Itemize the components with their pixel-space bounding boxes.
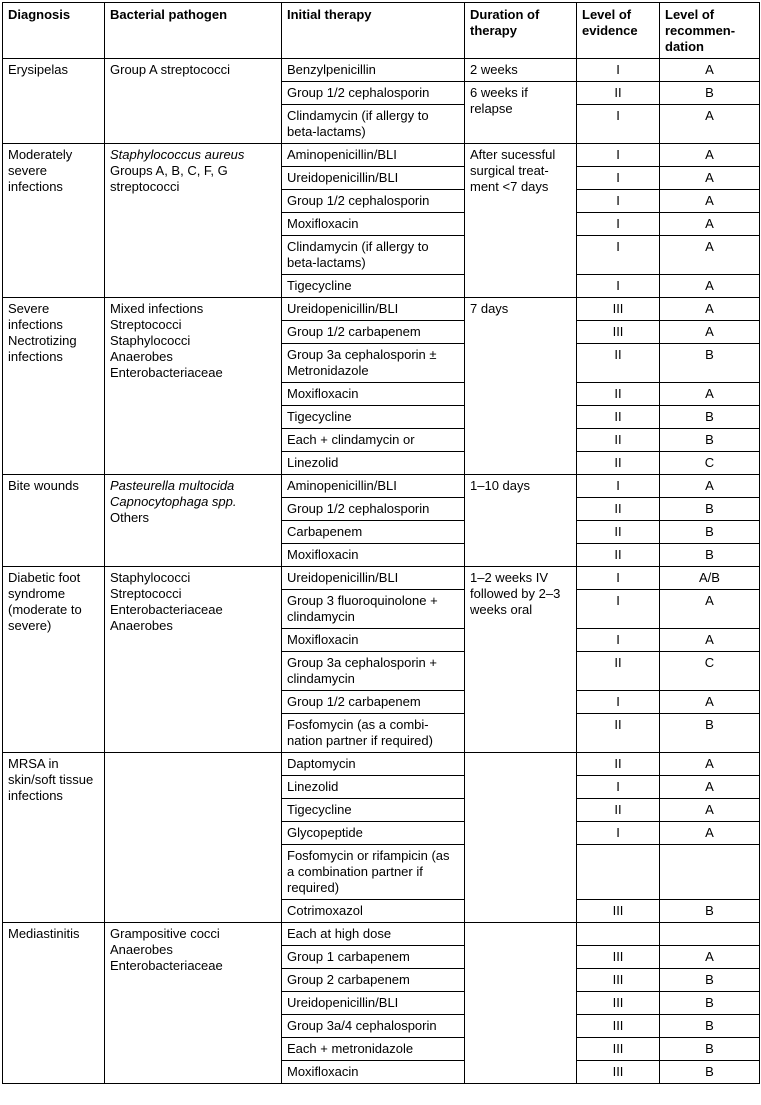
- recommendation-cell: A: [660, 799, 760, 822]
- pathogen-cell: [105, 567, 282, 753]
- evidence-cell: II: [577, 753, 660, 776]
- recommendation-cell: B: [660, 1015, 760, 1038]
- recommendation-cell: A: [660, 298, 760, 321]
- therapy-cell: Ureidopenicillin/BLI: [282, 298, 465, 321]
- duration-cell: 2 weeks: [465, 59, 577, 82]
- recommendation-cell: A: [660, 475, 760, 498]
- header-duration: Duration of therapy: [465, 3, 577, 59]
- recommendation-cell: A: [660, 167, 760, 190]
- therapy-cell: Group 3a/4 cephalosporin: [282, 1015, 465, 1038]
- recommendation-cell: B: [660, 521, 760, 544]
- table-row: [3, 923, 760, 946]
- therapy-table: [2, 2, 760, 1084]
- therapy-cell: Aminopenicillin/BLI: [282, 475, 465, 498]
- evidence-cell: I: [577, 105, 660, 144]
- pathogen-text: Anaerobes: [110, 349, 173, 364]
- header-pathogen: Bacterial pathogen: [105, 3, 282, 59]
- therapy-cell: Glycopeptide: [282, 822, 465, 845]
- recommendation-cell: A/B: [660, 567, 760, 590]
- diagnosis-text: Bite wounds: [8, 478, 79, 493]
- recommendation-cell: B: [660, 1061, 760, 1084]
- therapy-cell: Carbapenem: [282, 521, 465, 544]
- therapy-cell: Each + clindamycin or: [282, 429, 465, 452]
- therapy-cell: Moxifloxacin: [282, 383, 465, 406]
- therapy-cell: Group 1/2 carbapenem: [282, 691, 465, 714]
- pathogen-text: Staphylococci: [110, 570, 191, 585]
- pathogen-text: Enterobacteriaceae: [110, 365, 223, 380]
- pathogen-text: Groups A, B, C, F, G streptococci: [110, 163, 228, 194]
- evidence-cell: III: [577, 1015, 660, 1038]
- recommendation-cell: A: [660, 59, 760, 82]
- recommendation-cell: B: [660, 429, 760, 452]
- pathogen-text: Enterobacteriaceae: [110, 958, 223, 973]
- therapy-cell: Each + metronidazole: [282, 1038, 465, 1061]
- evidence-cell: III: [577, 1061, 660, 1084]
- evidence-cell: II: [577, 498, 660, 521]
- therapy-cell: Group 1/2 carbapenem: [282, 321, 465, 344]
- evidence-cell: II: [577, 799, 660, 822]
- evidence-cell: I: [577, 275, 660, 298]
- pathogen-text: Anaerobes: [110, 942, 173, 957]
- pathogen-text: Capnocytophaga spp.: [110, 494, 237, 509]
- pathogen-text: Staphylococcus aureus: [110, 147, 245, 162]
- evidence-cell: III: [577, 321, 660, 344]
- duration-cell: After sucessful surgical treat-ment <7 days: [465, 144, 577, 298]
- therapy-cell: Group 1/2 cephalosporin: [282, 190, 465, 213]
- recommendation-cell: A: [660, 321, 760, 344]
- recommendation-cell: B: [660, 992, 760, 1015]
- recommendation-cell: B: [660, 969, 760, 992]
- recommendation-cell: A: [660, 753, 760, 776]
- diagnosis-cell: [3, 298, 105, 475]
- header-row: [3, 3, 760, 59]
- header-evidence: Level of evidence: [577, 3, 660, 59]
- recommendation-cell: [660, 923, 760, 946]
- diagnosis-text: Moderately severe infections: [8, 147, 73, 194]
- therapy-cell: Fosfomycin (as a combi-nation partner if required): [282, 714, 465, 753]
- recommendation-cell: A: [660, 383, 760, 406]
- recommendation-cell: A: [660, 190, 760, 213]
- evidence-cell: [577, 923, 660, 946]
- evidence-cell: I: [577, 167, 660, 190]
- therapy-cell: Cotrimoxazol: [282, 900, 465, 923]
- header-diagnosis: Diagnosis: [3, 3, 105, 59]
- pathogen-text: Group A streptococci: [110, 62, 230, 77]
- diagnosis-text: Nectrotizing infections: [8, 333, 77, 364]
- pathogen-text: Anaerobes: [110, 618, 173, 633]
- recommendation-cell: B: [660, 1038, 760, 1061]
- evidence-cell: I: [577, 822, 660, 845]
- recommendation-cell: A: [660, 691, 760, 714]
- pathogen-text: Others: [110, 510, 150, 525]
- duration-cell: 6 weeks if relapse: [465, 82, 577, 144]
- evidence-cell: II: [577, 452, 660, 475]
- table-row: [3, 753, 760, 776]
- diagnosis-cell: [3, 475, 105, 567]
- evidence-cell: I: [577, 691, 660, 714]
- evidence-cell: I: [577, 567, 660, 590]
- evidence-cell: I: [577, 190, 660, 213]
- diagnosis-text: Severe infections: [8, 301, 63, 332]
- recommendation-cell: A: [660, 822, 760, 845]
- therapy-cell: Linezolid: [282, 776, 465, 799]
- table-row: [3, 59, 760, 82]
- therapy-cell: Aminopenicillin/BLI: [282, 144, 465, 167]
- pathogen-text: Streptococci: [110, 317, 182, 332]
- pathogen-cell: [105, 298, 282, 475]
- diagnosis-cell: [3, 144, 105, 298]
- recommendation-cell: C: [660, 652, 760, 691]
- therapy-cell: Moxifloxacin: [282, 544, 465, 567]
- pathogen-cell: [105, 475, 282, 567]
- evidence-cell: III: [577, 992, 660, 1015]
- pathogen-text: Pasteurella multocida: [110, 478, 235, 493]
- evidence-cell: III: [577, 298, 660, 321]
- evidence-cell: III: [577, 1038, 660, 1061]
- pathogen-text: Staphylococci: [110, 333, 191, 348]
- recommendation-cell: A: [660, 105, 760, 144]
- therapy-cell: Tigecycline: [282, 275, 465, 298]
- evidence-cell: I: [577, 590, 660, 629]
- recommendation-cell: A: [660, 946, 760, 969]
- recommendation-cell: [660, 845, 760, 900]
- evidence-cell: I: [577, 59, 660, 82]
- recommendation-cell: B: [660, 544, 760, 567]
- recommendation-cell: B: [660, 344, 760, 383]
- pathogen-text: Streptococci: [110, 586, 182, 601]
- therapy-cell: Each at high dose: [282, 923, 465, 946]
- pathogen-cell: [105, 923, 282, 1084]
- therapy-cell: Fosfomycin or rifampicin (as a combination partner if required): [282, 845, 465, 900]
- evidence-cell: III: [577, 900, 660, 923]
- evidence-cell: II: [577, 521, 660, 544]
- evidence-cell: I: [577, 213, 660, 236]
- evidence-cell: II: [577, 406, 660, 429]
- pathogen-text: Enterobacteriaceae: [110, 602, 223, 617]
- evidence-cell: I: [577, 236, 660, 275]
- diagnosis-text: MRSA in skin/soft tissue infections: [8, 756, 94, 803]
- diagnosis-text: Diabetic foot syndrome (moderate to severe): [8, 570, 82, 633]
- pathogen-text: Mixed infections: [110, 301, 204, 316]
- diagnosis-cell: [3, 59, 105, 144]
- table-row: [3, 144, 760, 167]
- evidence-cell: I: [577, 776, 660, 799]
- recommendation-cell: A: [660, 144, 760, 167]
- diagnosis-cell: [3, 567, 105, 753]
- therapy-cell: Group 1/2 cephalosporin: [282, 82, 465, 105]
- evidence-cell: I: [577, 629, 660, 652]
- duration-cell: 1–2 weeks IV followed by 2–3 weeks oral: [465, 567, 577, 753]
- diagnosis-cell: [3, 923, 105, 1084]
- diagnosis-text: Mediastinitis: [8, 926, 80, 941]
- diagnosis-text: Erysipelas: [8, 62, 68, 77]
- table-row: [3, 298, 760, 321]
- table-row: [3, 567, 760, 590]
- recommendation-cell: A: [660, 275, 760, 298]
- therapy-cell: Daptomycin: [282, 753, 465, 776]
- therapy-cell: Group 2 carbapenem: [282, 969, 465, 992]
- duration-cell: [465, 923, 577, 1084]
- evidence-cell: II: [577, 544, 660, 567]
- diagnosis-cell: [3, 753, 105, 923]
- evidence-cell: II: [577, 82, 660, 105]
- therapy-cell: Group 1 carbapenem: [282, 946, 465, 969]
- therapy-cell: Group 3a cephalosporin + clindamycin: [282, 652, 465, 691]
- therapy-cell: Moxifloxacin: [282, 629, 465, 652]
- recommendation-cell: A: [660, 236, 760, 275]
- therapy-cell: Ureidopenicillin/BLI: [282, 567, 465, 590]
- recommendation-cell: B: [660, 498, 760, 521]
- recommendation-cell: A: [660, 776, 760, 799]
- header-initial-therapy: Initial therapy: [282, 3, 465, 59]
- therapy-cell: Linezolid: [282, 452, 465, 475]
- therapy-cell: Group 3 fluoroquinolone + clindamycin: [282, 590, 465, 629]
- evidence-cell: [577, 845, 660, 900]
- therapy-cell: Moxifloxacin: [282, 213, 465, 236]
- therapy-cell: Tigecycline: [282, 799, 465, 822]
- evidence-cell: II: [577, 714, 660, 753]
- therapy-cell: Ureidopenicillin/BLI: [282, 167, 465, 190]
- evidence-cell: II: [577, 429, 660, 452]
- duration-cell: 1–10 days: [465, 475, 577, 567]
- recommendation-cell: B: [660, 82, 760, 105]
- table-row: [3, 475, 760, 498]
- recommendation-cell: B: [660, 406, 760, 429]
- therapy-cell: Group 3a cephalosporin ± Metronidazole: [282, 344, 465, 383]
- therapy-cell: Clindamycin (if allergy to beta-lactams): [282, 105, 465, 144]
- therapy-cell: Benzylpenicillin: [282, 59, 465, 82]
- therapy-cell: Clindamycin (if allergy to beta-lactams): [282, 236, 465, 275]
- evidence-cell: II: [577, 344, 660, 383]
- therapy-cell: Tigecycline: [282, 406, 465, 429]
- recommendation-cell: B: [660, 900, 760, 923]
- evidence-cell: II: [577, 652, 660, 691]
- recommendation-cell: A: [660, 213, 760, 236]
- pathogen-cell: [105, 59, 282, 144]
- evidence-cell: I: [577, 475, 660, 498]
- pathogen-text: Grampositive cocci: [110, 926, 220, 941]
- evidence-cell: I: [577, 144, 660, 167]
- evidence-cell: III: [577, 946, 660, 969]
- therapy-cell: Group 1/2 cephalosporin: [282, 498, 465, 521]
- recommendation-cell: A: [660, 629, 760, 652]
- duration-cell: [465, 753, 577, 923]
- recommendation-cell: B: [660, 714, 760, 753]
- pathogen-cell: [105, 144, 282, 298]
- therapy-cell: Moxifloxacin: [282, 1061, 465, 1084]
- pathogen-cell: [105, 753, 282, 923]
- evidence-cell: III: [577, 969, 660, 992]
- table-body: [3, 59, 760, 1084]
- header-recommendation: Level of recommen-dation: [660, 3, 760, 59]
- therapy-cell: Ureidopenicillin/BLI: [282, 992, 465, 1015]
- duration-cell: 7 days: [465, 298, 577, 475]
- recommendation-cell: C: [660, 452, 760, 475]
- recommendation-cell: A: [660, 590, 760, 629]
- evidence-cell: II: [577, 383, 660, 406]
